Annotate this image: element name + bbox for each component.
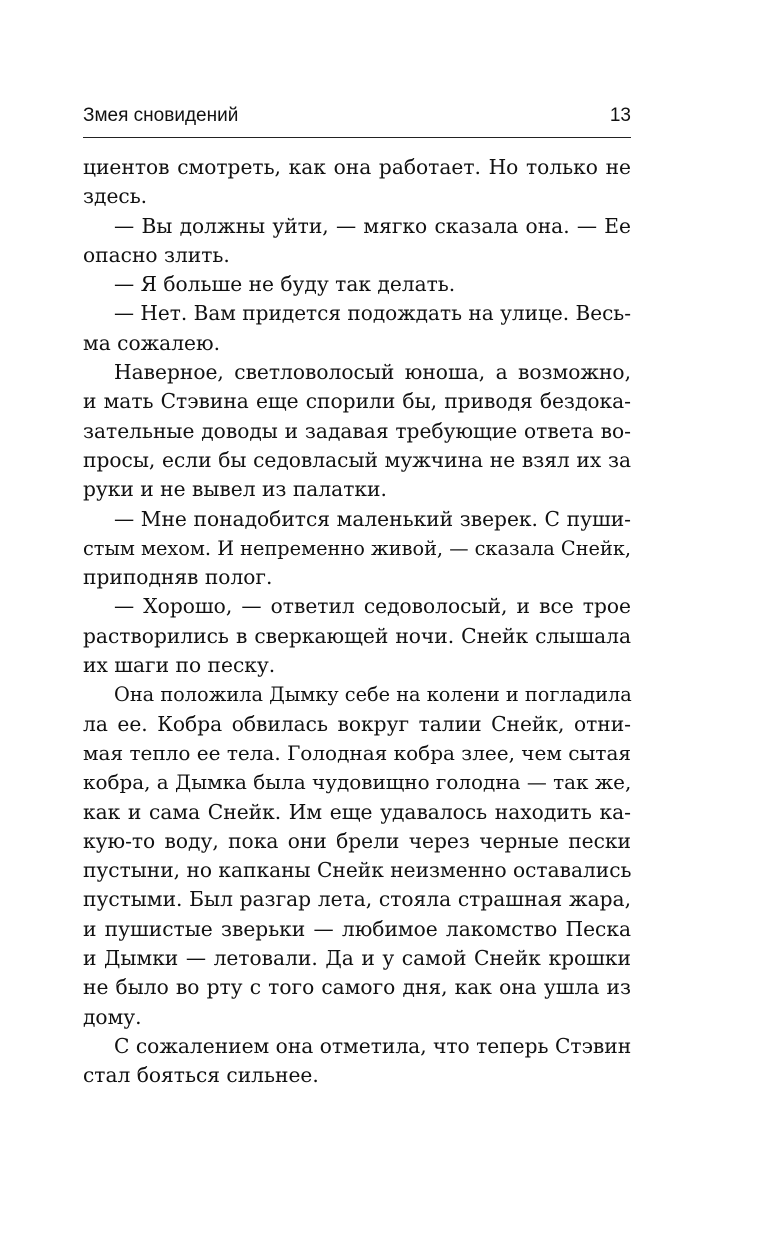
text-line: растворились в сверкающей ночи. Снейк слышала xyxy=(83,623,631,648)
text-line: опасно злить. xyxy=(83,242,230,267)
text-line: — Мне понадобится маленький зверек. С пуши- xyxy=(114,506,631,531)
text-line: приподняв полог. xyxy=(83,565,273,590)
text-line: — Хорошо, — ответил седоволосый, и все трое xyxy=(114,594,631,619)
text-line: С сожалением она отметила, что теперь Стэвин xyxy=(114,1033,632,1058)
text-line: стым мехом. И непременно живой, — сказала Снейк, xyxy=(83,536,632,560)
text-line: циентов смотреть, как она работает. Но только не xyxy=(83,155,631,179)
text-line: здесь. xyxy=(83,184,148,209)
text-line: руки и не вывел из палатки. xyxy=(83,477,387,502)
text-line: пустыми. Был разгар лета, стояла страшная жара, xyxy=(83,887,631,912)
text-line: стал бояться сильнее. xyxy=(83,1063,319,1088)
text-line: — Вы должны уйти, — мягко сказала она. — Ее xyxy=(114,213,631,238)
text-line: и мать Стэвина еще спорили бы, приводя бездока- xyxy=(83,389,631,414)
text-line: просы, если бы седовласый мужчина не взял их за xyxy=(83,447,631,472)
text-line: Наверное, светловолосый юноша, а возможно, xyxy=(114,360,631,385)
text-line: и Дымки — летовали. Да и у самой Снейк крошки xyxy=(83,946,631,971)
text-line: как и сама Снейк. Им еще удавалось находить ка- xyxy=(83,799,631,824)
text-line: не было во рту с того самого дня, как она ушла из xyxy=(83,975,631,1000)
text-line: — Я больше не буду так делать. xyxy=(114,272,456,297)
running-title: Змея сновидений xyxy=(83,105,239,126)
text-line: кобра, а Дымка была чудовищно голодна — так же, xyxy=(83,770,632,795)
text-line: и пушистые зверьки — любимое лакомство Песка xyxy=(83,916,631,941)
text-line: их шаги по песку. xyxy=(83,653,276,678)
text-line: пустыни, но капканы Снейк неизменно оставались xyxy=(83,858,632,883)
text-line: ма сожалею. xyxy=(83,330,220,355)
body-text xyxy=(83,153,631,1091)
text-line: ла ее. Кобра обвилась вокруг талии Снейк, отни- xyxy=(83,711,631,736)
text-line: зательные доводы и задавая требующие ответа во- xyxy=(83,418,631,443)
text-line: кую-то воду, пока они брели через черные пески xyxy=(83,828,631,853)
text-line: Она положила Дымку себе на колени и погладила xyxy=(114,683,632,707)
text-line: мая тепло ее тела. Голодная кобра злее, чем сытая xyxy=(83,740,631,765)
page-number: 13 xyxy=(609,105,631,126)
text-line: — Нет. Вам придется подождать на улице. Весь- xyxy=(114,301,631,326)
running-header xyxy=(83,100,631,138)
text-line: дому. xyxy=(83,1004,142,1029)
